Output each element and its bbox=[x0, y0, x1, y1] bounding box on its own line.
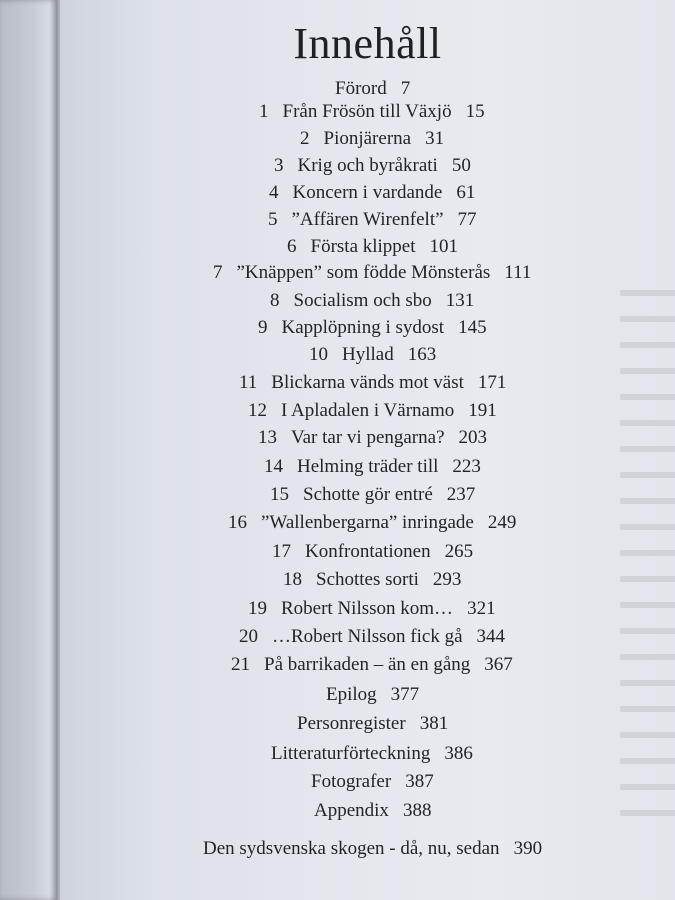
page-number: 171 bbox=[477, 372, 507, 393]
toc-entry bbox=[274, 155, 471, 177]
chapter-number: 17 bbox=[272, 541, 291, 562]
toc-entry bbox=[239, 372, 506, 394]
chapter-number: 10 bbox=[309, 344, 328, 365]
chapter-number: 15 bbox=[270, 484, 289, 505]
page-number: 388 bbox=[402, 800, 432, 821]
chapter-title: Förord bbox=[335, 78, 387, 99]
toc-entry bbox=[271, 743, 473, 765]
chapter-title: Kapplöpning i sydost bbox=[281, 317, 445, 338]
chapter-title: Robert Nilsson kom… bbox=[281, 598, 454, 619]
toc-entry bbox=[239, 626, 505, 648]
chapter-title: Personregister bbox=[297, 713, 406, 734]
chapter-title: Hyllad bbox=[342, 344, 394, 365]
page-number: 191 bbox=[468, 400, 497, 421]
chapter-number: 9 bbox=[258, 317, 268, 338]
chapter-number: 1 bbox=[259, 101, 269, 122]
previous-page-edge bbox=[0, 0, 58, 900]
toc-entry bbox=[326, 684, 419, 706]
chapter-title: ”Affären Wirenfelt” bbox=[291, 209, 444, 230]
chapter-number: 20 bbox=[239, 626, 258, 647]
chapter-title: Var tar vi pengarna? bbox=[291, 427, 445, 448]
chapter-title: Helming träder till bbox=[297, 456, 439, 477]
toc-entry bbox=[213, 262, 531, 284]
chapter-title: Epilog bbox=[326, 684, 377, 705]
chapter-title: Koncern i vardande bbox=[292, 182, 443, 203]
page-number: 203 bbox=[458, 427, 488, 448]
toc-entry bbox=[269, 182, 475, 204]
toc-entry bbox=[287, 236, 458, 258]
toc-entry bbox=[258, 317, 487, 339]
toc-entry bbox=[272, 541, 473, 563]
page-number: 381 bbox=[419, 713, 449, 734]
chapter-title: Den sydsvenska skogen - då, nu, sedan bbox=[203, 838, 500, 859]
toc-entry bbox=[297, 713, 448, 735]
page-number: 386 bbox=[444, 743, 473, 764]
chapter-title: Pionjärerna bbox=[323, 128, 412, 149]
page-number: 249 bbox=[487, 512, 517, 533]
toc-entry bbox=[231, 654, 513, 676]
chapter-number: 11 bbox=[239, 372, 258, 393]
show-through-text bbox=[620, 290, 675, 836]
page-number: 7 bbox=[400, 78, 411, 99]
chapter-title: Schottes sorti bbox=[316, 569, 419, 590]
page-number: 50 bbox=[451, 155, 471, 176]
toc-entry bbox=[248, 400, 497, 422]
page-number: 61 bbox=[456, 182, 476, 203]
chapter-title: Fotografer bbox=[311, 771, 392, 792]
page-number: 344 bbox=[476, 626, 506, 647]
chapter-number: 16 bbox=[228, 512, 247, 533]
chapter-title: Schotte gör entré bbox=[303, 484, 433, 505]
page-number: 111 bbox=[504, 262, 532, 283]
chapter-number: 12 bbox=[248, 400, 267, 421]
chapter-title: ”Knäppen” som födde Mönsterås bbox=[236, 262, 491, 283]
toc-entry bbox=[309, 344, 436, 366]
page-number: 15 bbox=[465, 101, 485, 122]
chapter-number: 6 bbox=[287, 236, 297, 257]
chapter-number: 4 bbox=[269, 182, 279, 203]
chapter-number: 14 bbox=[264, 456, 283, 477]
chapter-title: …Robert Nilsson fick gå bbox=[272, 626, 463, 647]
toc-entry bbox=[270, 290, 474, 312]
toc-entry bbox=[258, 427, 487, 449]
chapter-number: 3 bbox=[274, 155, 284, 176]
chapter-title: Första klippet bbox=[310, 236, 416, 257]
chapter-number: 19 bbox=[248, 598, 267, 619]
toc-entry bbox=[314, 800, 431, 822]
chapter-title: Litteraturförteckning bbox=[271, 743, 431, 764]
page-number: 77 bbox=[457, 209, 477, 230]
chapter-number: 13 bbox=[258, 427, 277, 448]
toc-entry bbox=[259, 101, 485, 123]
page-number: 237 bbox=[446, 484, 476, 505]
page-number: 377 bbox=[390, 684, 420, 705]
chapter-number: 5 bbox=[268, 209, 278, 230]
page-number: 101 bbox=[429, 236, 459, 257]
toc-entry bbox=[270, 484, 475, 506]
chapter-title: Appendix bbox=[314, 800, 389, 821]
page-number: 163 bbox=[407, 344, 437, 365]
toc-entry bbox=[264, 456, 481, 478]
page-number: 321 bbox=[467, 598, 496, 619]
toc-entry bbox=[335, 78, 410, 100]
page-number: 265 bbox=[444, 541, 474, 562]
chapter-title: I Apladalen i Värnamo bbox=[281, 400, 455, 421]
chapter-title: Socialism och sbo bbox=[293, 290, 432, 311]
page-number: 145 bbox=[458, 317, 487, 338]
chapter-title: Blickarna vänds mot väst bbox=[271, 372, 464, 393]
chapter-number: 18 bbox=[283, 569, 302, 590]
toc-entry bbox=[248, 598, 496, 620]
chapter-title: Konfrontationen bbox=[305, 541, 431, 562]
page-number: 293 bbox=[432, 569, 462, 590]
chapter-number: 2 bbox=[300, 128, 310, 149]
toc-entry bbox=[268, 209, 477, 231]
page-number: 131 bbox=[445, 290, 475, 311]
chapter-number: 7 bbox=[213, 262, 223, 283]
page-number: 387 bbox=[405, 771, 434, 792]
page-number: 223 bbox=[452, 456, 481, 477]
chapter-title: På barrikaden – än en gång bbox=[264, 654, 471, 675]
chapter-title: Från Frösön till Växjö bbox=[282, 101, 452, 122]
toc-entry bbox=[300, 128, 444, 150]
chapter-number: 21 bbox=[231, 654, 250, 675]
page-number: 367 bbox=[484, 654, 513, 675]
toc-entry bbox=[311, 771, 434, 793]
chapter-title: ”Wallenbergarna” inringade bbox=[261, 512, 474, 533]
page-title: Innehåll bbox=[293, 19, 442, 68]
page-number: 390 bbox=[513, 838, 543, 859]
chapter-title: Krig och byråkrati bbox=[297, 155, 438, 176]
toc-entry bbox=[203, 838, 542, 860]
page-number: 31 bbox=[425, 128, 445, 149]
chapter-number: 8 bbox=[270, 290, 280, 311]
toc-entry bbox=[283, 569, 461, 591]
toc-entry bbox=[228, 512, 516, 534]
